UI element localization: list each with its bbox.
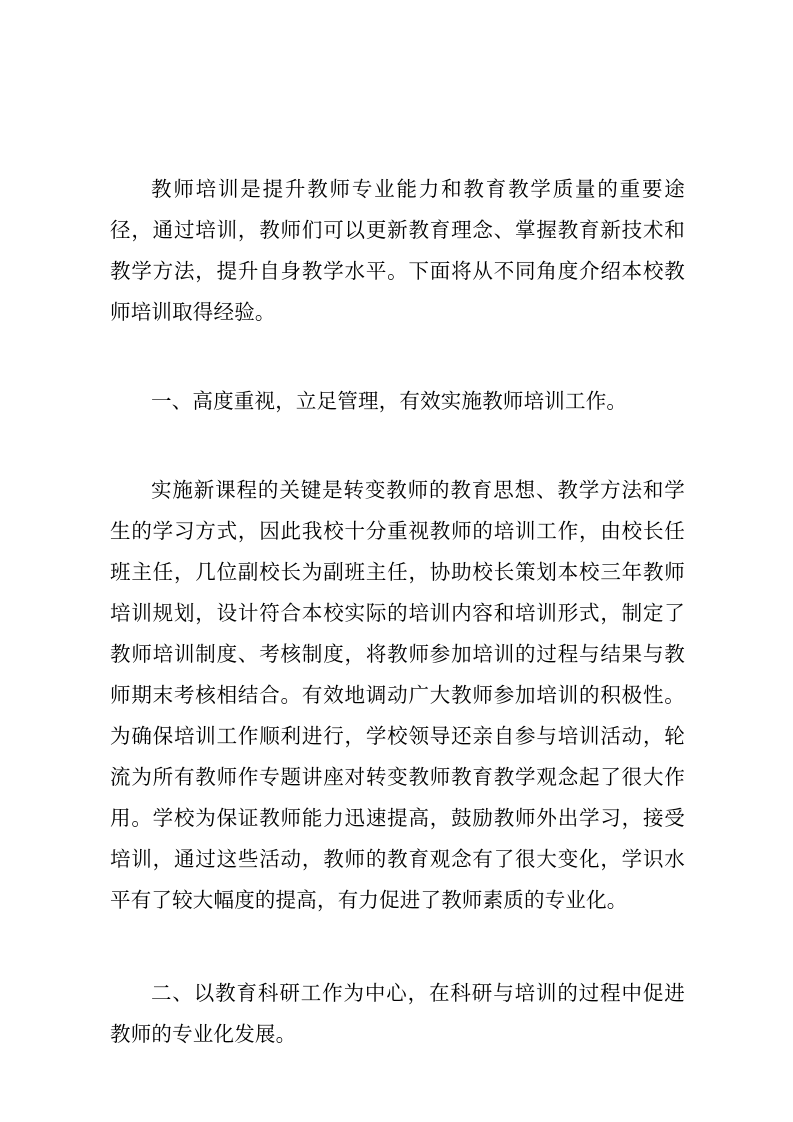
paragraph-section-one-body: 实施新课程的关键是转变教师的教育思想、教学方法和学生的学习方式，因此我校十分重视教师的培训工作，由校长任班主任，几位副校长为副班主任，协助校长策划本校三年教师培训规划，设计符合本校实际的培训内容和培训形式，制定了教师培训制度、考核制度，将教师参加培训的过程与结果与教师期末考核相结合。有效地调动广大教师参加培训的积极性。为确保培训工作顺利进行，学校领导还亲自参与培训活动，轮流为所有教师作专题讲座对转变教师教育教学观念起了很大作用。学校为保证教师能力迅速提高，鼓励教师外出学习，接受培训，通过这些活动，教师的教育观念有了很大变化，学识水平有了较大幅度的提高，有力促进了教师素质的专业化。 [110,480,685,912]
heading-section-two: 二、以教育科研工作为中心，在科研与培训的过程中促进教师的专业化发展。 [110,983,685,1046]
document-body [110,170,685,1084]
paragraph-intro: 教师培训是提升教师专业能力和教育教学质量的重要途径，通过培训，教师们可以更新教育理念、掌握教育新技术和教学方法，提升自身教学水平。下面将从不同角度介绍本校教师培训取得经验。 [110,179,685,324]
heading-section-one: 一、高度重视，立足管理，有效实施教师培训工作。 [151,391,628,413]
